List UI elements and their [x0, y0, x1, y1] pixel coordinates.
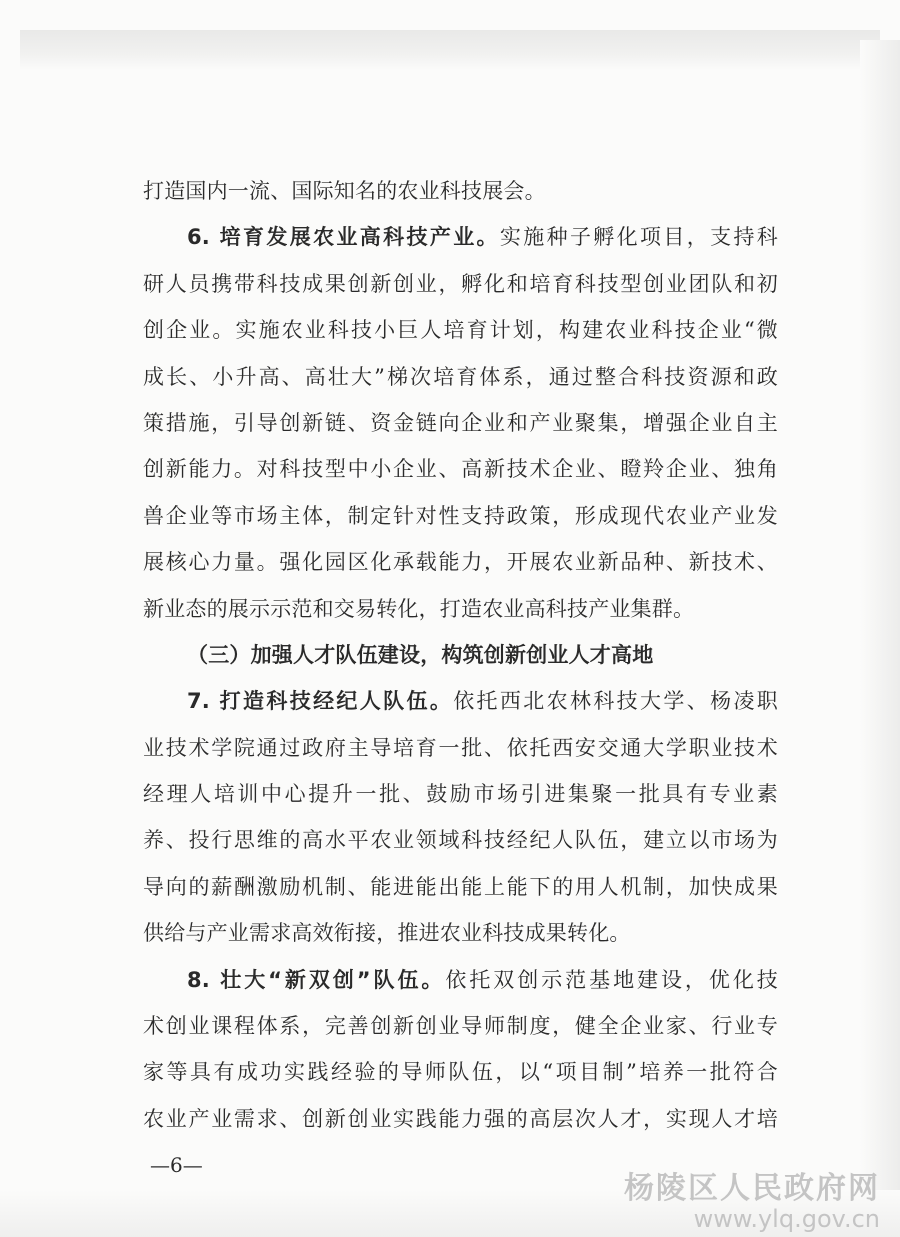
text-line — [143, 817, 778, 863]
item-heading-6: 6. 培育发展农业高科技产业。 — [187, 225, 500, 250]
line-text: 经理人培训中心提升一批、鼓励市场引进集聚一批具有专业素 — [143, 782, 778, 807]
watermark-url: www.ylq.gov.cn — [693, 1205, 880, 1233]
text-line — [143, 586, 778, 632]
item-heading-8: 8. 壮大“新双创”队伍。 — [187, 967, 446, 992]
text-line — [143, 678, 778, 724]
section-heading — [143, 632, 778, 678]
line-text: 实施种子孵化项目，支持科 — [499, 225, 778, 250]
line-text: 养、投行思维的高水平农业领域科技经纪人队伍，建立以市场为 — [143, 828, 778, 853]
line-text: 研人员携带科技成果创新创业，孵化和培育科技型创业团队和初 — [143, 271, 778, 296]
body-text — [143, 168, 778, 1142]
text-line — [143, 864, 778, 910]
section-heading-text: （三）加强人才队伍建设，构筑创新创业人才高地 — [187, 642, 654, 667]
line-text: 创新能力。对科技型中小企业、高新技术企业、瞪羚企业、独角 — [143, 457, 778, 482]
line-text: 创企业。实施农业科技小巨人培育计划，构建农业科技企业“微 — [143, 318, 778, 343]
text-line — [143, 493, 778, 539]
text-line — [143, 957, 778, 1003]
text-line — [143, 1003, 778, 1049]
line-text: 依托双创示范基地建设，优化技 — [445, 967, 778, 992]
text-line — [143, 446, 778, 492]
line-text: 业技术学院通过政府主导培育一批、依托西安交通大学职业技术 — [143, 735, 778, 760]
text-line — [143, 910, 778, 956]
line-text: 打造国内一流、国际知名的农业科技展会。 — [143, 179, 546, 203]
text-line — [143, 539, 778, 585]
text-line — [143, 400, 778, 446]
text-line — [143, 307, 778, 353]
text-line — [143, 214, 778, 260]
site-watermark — [624, 1163, 880, 1233]
scan-right-shadow — [860, 40, 900, 1220]
line-text: 农业产业需求、创新创业实践能力强的高层次人才，实现人才培 — [143, 1106, 778, 1131]
item-heading-7: 7. 打造科技经纪人队伍。 — [187, 689, 454, 714]
line-text: 兽企业等市场主体，制定针对性支持政策，形成现代农业产业发 — [143, 503, 778, 528]
text-line — [143, 168, 778, 214]
line-text: 依托西北农林科技大学、杨凌职 — [453, 689, 778, 714]
text-line — [143, 354, 778, 400]
text-line — [143, 261, 778, 307]
text-line — [143, 1049, 778, 1095]
line-text: 展核心力量。强化园区化承载能力，开展农业新品种、新技术、 — [143, 550, 778, 575]
text-line — [143, 725, 778, 771]
line-text: 新业态的展示示范和交易转化，打造农业高科技产业集群。 — [143, 596, 695, 621]
text-line — [143, 1096, 778, 1142]
line-text: 供给与产业需求高效衔接，推进农业科技成果转化。 — [143, 921, 631, 946]
line-text: 术创业课程体系，完善创新创业导师制度，健全企业家、行业专 — [143, 1014, 778, 1039]
line-text: 家等具有成功实践经验的导师队伍，以“项目制”培养一批符合 — [143, 1060, 778, 1085]
page-number: —6— — [150, 1153, 203, 1177]
watermark-title: 杨陵区人民政府网 — [624, 1171, 880, 1206]
line-text: 策措施，引导创新链、资金链向企业和产业聚集，增强企业自主 — [143, 410, 778, 435]
text-line — [143, 771, 778, 817]
scan-top-shadow — [20, 30, 880, 70]
line-text: 导向的薪酬激励机制、能进能出能上能下的用人机制，加快成果 — [143, 874, 778, 899]
line-text: 成长、小升高、高壮大”梯次培育体系，通过整合科技资源和政 — [143, 364, 778, 389]
